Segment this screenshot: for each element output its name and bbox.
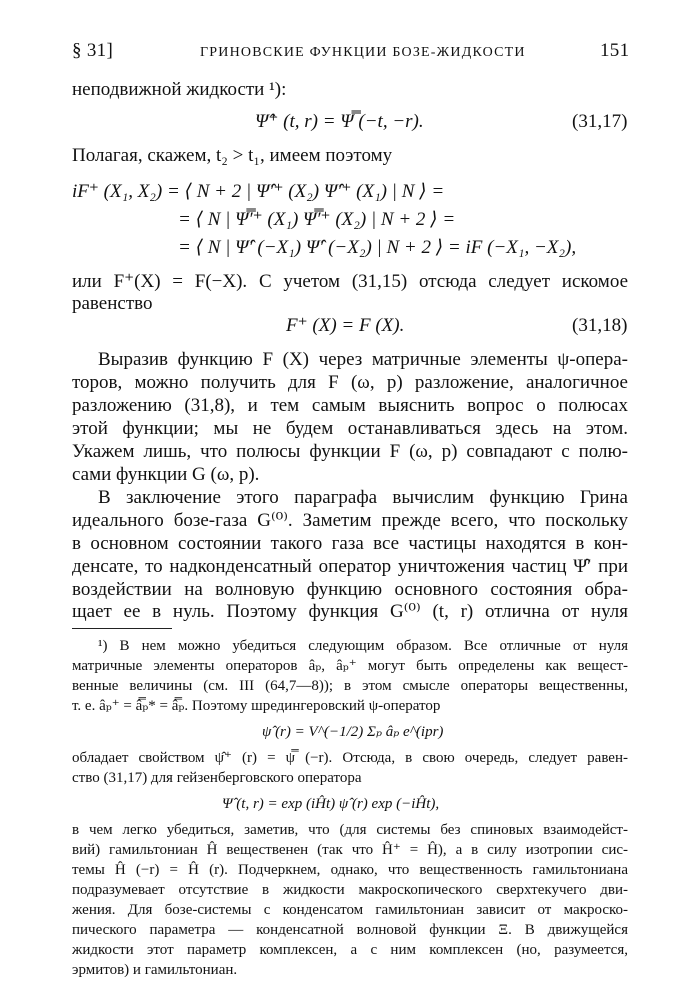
section-marker: § 31] bbox=[72, 40, 114, 61]
body-line: в основном состоянии такого газа все частицы находятся в кон- bbox=[72, 533, 628, 554]
body-line: торов, можно получить для F (ω, p) разложение, аналогичное bbox=[72, 372, 628, 393]
equation: iF⁺ (X₁, X₂) = ⟨ N + 2 | Ψ̂′⁺ (X₂) Ψ̂′⁺ (X₁) | N ⟩ = bbox=[72, 181, 445, 202]
footnote-line: жения. Для бозе-системы с конденсатом гамильтониан зависит от макроско- bbox=[72, 902, 628, 918]
footnote-line: подразумевает отсутствие в жидкости макроскопического сверхтекучего дви- bbox=[72, 882, 628, 898]
body-line: денсате, то надконденсатный оператор уничтожения частиц Ψ̂′ при bbox=[72, 556, 628, 577]
footnote-line: обладает свойством ψ̂⁺ (r) = ψ̿ (−r). Отсюда, в свою очередь, следует равен- bbox=[72, 750, 628, 766]
body-line: сами функции G (ω, p). bbox=[72, 464, 260, 485]
body-line: Выразив функцию F (X) через матричные элементы ψ-опера- bbox=[98, 349, 628, 370]
body-line: Полагая, скажем, t₂ > t₁, имеем поэтому bbox=[72, 145, 393, 166]
body-line: равенство bbox=[72, 293, 153, 314]
equation: = ⟨ N | Ψ̿′⁺ (X₁) Ψ̿′⁺ (X₂) | N + 2 ⟩ = bbox=[178, 209, 456, 230]
equation-number: (31,18) bbox=[572, 315, 628, 336]
body-line: идеального бозе-газа G⁽⁰⁾. Заметим прежде всего, что поскольку bbox=[72, 510, 628, 531]
footnote-line: пического параметра — конденсатной волновой функции Ξ. В движущейся bbox=[72, 922, 628, 938]
footnote-equation: ψ̂ (r) = V^(−1/2) Σₚ âₚ e^(ipr) bbox=[262, 724, 444, 740]
footnote-line: т. е. âₚ⁺ = â̿ₚ* = â̿ₚ. Поэтому шредингеровский ψ-оператор bbox=[72, 698, 441, 714]
footnote-line: в чем легко убедиться, заметив, что (для системы без спиновых взаимодейст- bbox=[72, 822, 628, 838]
footnote-equation: Ψ̂ (t, r) = exp (iĤt) ψ̂ (r) exp (−iĤt), bbox=[222, 796, 440, 812]
equation: Ψ̂⁺ (t, r) = Ψ̿ (−t, −r). bbox=[255, 111, 424, 132]
running-title: ГРИНОВСКИЕ ФУНКЦИИ БОЗЕ-ЖИДКОСТИ bbox=[200, 45, 526, 60]
footnote-line: эрмитов) и гамильтониан. bbox=[72, 962, 238, 978]
equation-number: (31,17) bbox=[572, 111, 628, 132]
footnote-line: ¹) В нем можно убедиться следующим образом. Все отличные от нуля bbox=[98, 638, 628, 654]
footnote-line: венные величины (см. III (64,7—8)); в этом смысле операторы вещественны, bbox=[72, 678, 628, 694]
body-line: Укажем лишь, что полюсы функции F (ω, p) совпадают с полю- bbox=[72, 441, 628, 462]
body-line: или F⁺(X) = F(−X). С учетом (31,15) отсюда следует искомое bbox=[72, 271, 628, 292]
equation: F⁺ (X) = F (X). bbox=[286, 315, 405, 336]
footnote-line: жидкости этот параметр комплексен, а с ним комплексен (но, разумеется, bbox=[72, 942, 628, 958]
equation: = ⟨ N | Ψ̂′ (−X₁) Ψ̂′ (−X₂) | N + 2 ⟩ = iF (−X₁, −X₂), bbox=[178, 237, 577, 258]
body-line: неподвижной жидкости ¹): bbox=[72, 79, 287, 100]
footnote-divider bbox=[72, 628, 172, 629]
body-line: разложению (31,8), и тем самым выяснить вопрос о полюсах bbox=[72, 395, 628, 416]
footnote-line: темы Ĥ (−r) = Ĥ (r). Подчеркнем, однако, что вещественность гамильтониана bbox=[72, 862, 628, 878]
body-line: щает ее в нуль. Поэтому функция G⁽⁰⁾ (t, r) отлична от нуля bbox=[72, 601, 628, 622]
footnote-line: матричные элементы операторов âₚ, âₚ⁺ могут быть определены как вещест- bbox=[72, 658, 628, 674]
body-line: воздействии на волновую функцию основного состояния обра- bbox=[72, 579, 628, 600]
footnote-line: вий) гамильтониан Ĥ вещественен (так что Ĥ⁺ = Ĥ), а в силу изотропии сис- bbox=[72, 842, 628, 858]
body-line: В заключение этого параграфа вычислим функцию Грина bbox=[98, 487, 628, 508]
footnote-line: ство (31,17) для гейзенберговского оператора bbox=[72, 770, 362, 786]
body-line: этой функции; мы не будем останавливаться здесь на этом. bbox=[72, 418, 628, 439]
page-number: 151 bbox=[600, 40, 630, 61]
